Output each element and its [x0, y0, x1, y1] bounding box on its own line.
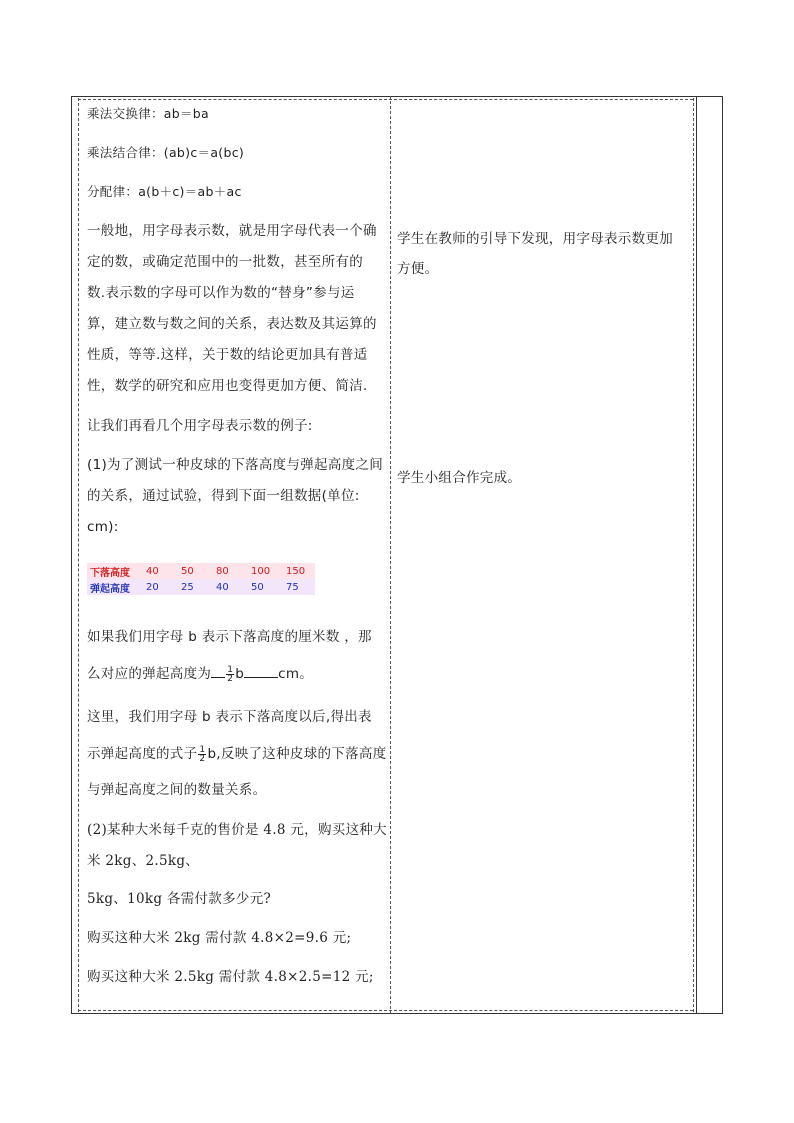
answer1-prefix: 么对应的弹起高度为 [87, 666, 212, 682]
table-row [87, 563, 315, 579]
table-cell: 150 [280, 563, 315, 579]
fraction-numerator: 1 [227, 664, 234, 675]
answer1-unit: cm。 [278, 666, 314, 682]
answer1-variable: b [235, 666, 245, 682]
example2-line: 5kg、10kg 各需付款多少元? [87, 891, 272, 907]
table-cell: 80 [210, 563, 245, 579]
table-cell: 40 [140, 563, 175, 579]
examples-intro: 让我们再看几个用字母表示数的例子: [87, 418, 313, 434]
table-bottom-border [71, 1013, 723, 1014]
fraction-one-half [198, 746, 206, 763]
table-column-divider-1 [390, 96, 391, 1014]
note-line: 学生在教师的引导下发现，用字母表示数更加 [397, 231, 673, 247]
table-row [87, 579, 315, 595]
drop-bounce-data-table [87, 563, 315, 595]
explain-line: 这里，我们用字母 b 表示下落高度以后,得出表 [87, 709, 372, 725]
law-distributive: 分配律：a(b＋c)＝ab＋ac [87, 184, 242, 199]
cell-inner-left-border [78, 98, 79, 1012]
row-header-bounce-height: 弹起高度 [87, 579, 140, 595]
table-cell: 50 [175, 563, 210, 579]
law-associative: 乘法结合律：(ab)c＝a(bc) [87, 145, 245, 160]
table-cell: 75 [280, 579, 315, 595]
answer1-fill-line [87, 661, 313, 688]
table-cell: 100 [245, 563, 280, 579]
example2-line: (2)某种大米每千克的售价是 4.8 元，购买这种大 [87, 822, 387, 838]
calc-line: 购买这种大米 2kg 需付款 4.8×2=9.6 元; [87, 930, 352, 946]
law-commutative: 乘法交换律：ab＝ba [87, 106, 209, 121]
explain-line: 与弹起高度之间的数量关系。 [87, 782, 267, 798]
intro-line: 性，数学的研究和应用也变得更加方便、简洁. [87, 378, 368, 394]
teacher-note-2: 学生小组合作完成。 [397, 470, 522, 486]
explain-suffix: b,反映了这种皮球的下落高度 [207, 746, 387, 762]
table-column-divider-3 [696, 96, 697, 1014]
example2-line: 米 2kg、2.5kg、 [87, 853, 200, 869]
table-right-border [722, 96, 723, 1014]
calc-line: 购买这种大米 2.5kg 需付款 4.8×2.5=12 元; [87, 969, 374, 985]
table-cell: 25 [175, 579, 210, 595]
row-header-drop-height: 下落高度 [87, 563, 140, 579]
note-line: 方便。 [397, 261, 439, 277]
fraction-one-half [226, 666, 234, 683]
table-top-border [71, 96, 723, 97]
fraction-denominator: 2 [227, 673, 234, 684]
intro-line: 定的数，或确定范围中的一批数，甚至所有的 [87, 254, 363, 270]
intro-line: 一般地，用字母表示数，就是用字母代表一个确 [87, 223, 377, 239]
table-cell: 40 [210, 579, 245, 595]
explain-line [87, 741, 387, 768]
table-cell: 20 [140, 579, 175, 595]
intro-line: 数.表示数的字母可以作为数的“替身”参与运 [87, 285, 355, 301]
table-left-border [71, 96, 72, 1014]
cell-inner-bottom-border [78, 1010, 693, 1011]
answer1-line: 如果我们用字母 b 表示下落高度的厘米数 ，那 [87, 629, 372, 645]
intro-line: 算，建立数与数之间的关系，表达数及其运算的 [87, 316, 377, 332]
intro-line: 性质，等等.这样，关于数的结论更加具有普适 [87, 347, 368, 363]
cell-inner-right-border [693, 98, 694, 1012]
example1-line: 的关系，通过试验，得到下面一组数据(单位: [87, 488, 360, 504]
fraction-numerator: 1 [199, 744, 206, 755]
explain-prefix: 示弹起高度的式子 [87, 746, 198, 762]
example1-line: cm): [87, 519, 119, 535]
fraction-denominator: 2 [199, 753, 206, 764]
answer-blank-right [244, 663, 278, 678]
example1-line: (1)为了测试一种皮球的下落高度与弹起高度之间 [87, 457, 384, 473]
answer-blank-left [211, 663, 225, 678]
table-cell: 50 [245, 579, 280, 595]
